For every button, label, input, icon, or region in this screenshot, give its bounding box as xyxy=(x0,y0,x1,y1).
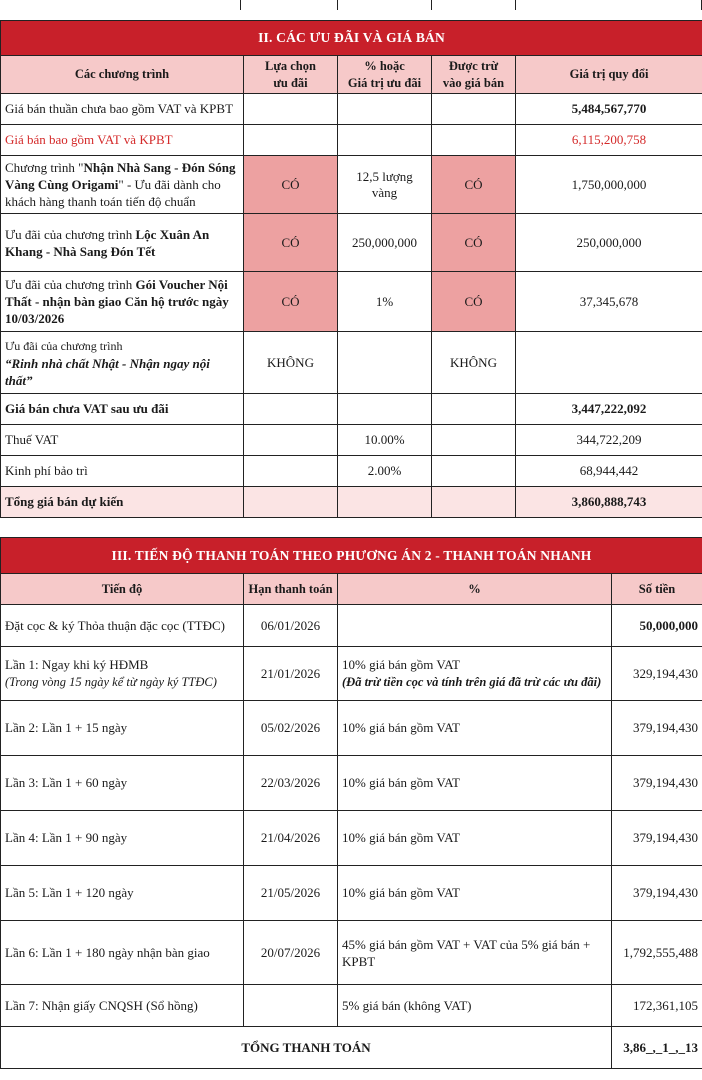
net-price-value: 5,484,567,770 xyxy=(516,94,702,125)
table-row xyxy=(1,701,702,756)
header-deadline: Hạn thanh toán xyxy=(244,574,338,605)
gross-price-value: 6,115,200,758 xyxy=(516,125,702,156)
stage-cell: Lần 3: Lần 1 + 60 ngày xyxy=(1,756,244,811)
origami-percent: 12,5 lượng vàng xyxy=(338,156,432,214)
percent-cell xyxy=(338,605,612,647)
voucher-deduct: CÓ xyxy=(432,272,516,332)
row-origami xyxy=(1,156,702,214)
amount-cell: 172,361,105 xyxy=(612,985,702,1027)
percent-cell: 10% giá bán gồm VAT xyxy=(338,811,612,866)
locxuan-percent: 250,000,000 xyxy=(338,214,432,272)
row-rinhnha xyxy=(1,332,702,394)
rinhnha-choice: KHÔNG xyxy=(244,332,338,394)
origami-choice: CÓ xyxy=(244,156,338,214)
total-payment-value: 3,86_,_1_,_13 xyxy=(612,1027,702,1069)
deadline-cell: 05/02/2026 xyxy=(244,701,338,756)
locxuan-value: 250,000,000 xyxy=(516,214,702,272)
vat-label: Thuế VAT xyxy=(1,425,244,456)
maintenance-value: 68,944,442 xyxy=(516,456,702,487)
row-total-price xyxy=(1,487,702,518)
amount-cell: 1,792,555,488 xyxy=(612,921,702,985)
deadline-cell: 21/04/2026 xyxy=(244,811,338,866)
stage-cell: Lần 1: Ngay khi ký HĐMB (Trong vòng 15 ngày kể từ ngày ký TTĐC) xyxy=(1,647,244,701)
header-value: Giá trị quy đổi xyxy=(516,56,702,94)
amount-cell: 379,194,430 xyxy=(612,701,702,756)
section2-header-row xyxy=(1,56,702,94)
table-row xyxy=(1,985,702,1027)
row-maintenance xyxy=(1,456,702,487)
stage-cell: Lần 4: Lần 1 + 90 ngày xyxy=(1,811,244,866)
deadline-cell: 21/01/2026 xyxy=(244,647,338,701)
origami-value: 1,750,000,000 xyxy=(516,156,702,214)
vat-value: 344,722,209 xyxy=(516,425,702,456)
section2-title: II. CÁC ƯU ĐÃI VÀ GIÁ BÁN xyxy=(1,21,702,56)
total-price-value: 3,860,888,743 xyxy=(516,487,702,518)
deadline-cell: 20/07/2026 xyxy=(244,921,338,985)
stage-cell: Lần 2: Lần 1 + 15 ngày xyxy=(1,701,244,756)
amount-cell: 50,000,000 xyxy=(612,605,702,647)
percent-cell: 5% giá bán (không VAT) xyxy=(338,985,612,1027)
total-price-label: Tổng giá bán dự kiến xyxy=(1,487,244,518)
deadline-cell: 22/03/2026 xyxy=(244,756,338,811)
header-stage: Tiến độ xyxy=(1,574,244,605)
maintenance-percent: 2.00% xyxy=(338,456,432,487)
voucher-choice: CÓ xyxy=(244,272,338,332)
top-cutoff-strip xyxy=(0,0,702,10)
stage-cell: Lần 5: Lần 1 + 120 ngày xyxy=(1,866,244,921)
locxuan-label: Ưu đãi của chương trình Lộc Xuân An Khang - Nhà Sang Đón Tết xyxy=(1,214,244,272)
rinhnha-deduct: KHÔNG xyxy=(432,332,516,394)
stage-cell: Đặt cọc & ký Thỏa thuận đặc cọc (TTĐC) xyxy=(1,605,244,647)
header-choice: Lựa chọn ưu đãi xyxy=(244,56,338,94)
rinhnha-label: Ưu đãi của chương trình “Rinh nhà chất Nhật - Nhận ngay nội thất” xyxy=(1,332,244,394)
row-vat xyxy=(1,425,702,456)
payment-schedule-table xyxy=(0,537,702,1069)
after-discount-label: Giá bán chưa VAT sau ưu đãi xyxy=(1,394,244,425)
table-row xyxy=(1,866,702,921)
deadline-cell: 21/05/2026 xyxy=(244,866,338,921)
row-locxuan xyxy=(1,214,702,272)
amount-cell: 379,194,430 xyxy=(612,756,702,811)
percent-cell: 45% giá bán gồm VAT + VAT của 5% giá bán + KPBT xyxy=(338,921,612,985)
amount-cell: 329,194,430 xyxy=(612,647,702,701)
voucher-label: Ưu đãi của chương trình Gói Voucher Nội Thất - nhận bàn giao Căn hộ trước ngày 10/03/2026 xyxy=(1,272,244,332)
after-discount-value: 3,447,222,092 xyxy=(516,394,702,425)
origami-label: Chương trình "Nhận Nhà Sang - Đón Sóng Vàng Cùng Origami" - Ưu đãi dành cho khách hàng thanh toán tiến độ chuẩn xyxy=(1,156,244,214)
section3-header-row xyxy=(1,574,702,605)
deadline-cell: 06/01/2026 xyxy=(244,605,338,647)
row-voucher xyxy=(1,272,702,332)
percent-cell: 10% giá bán gồm VAT (Đã trừ tiền cọc và tính trên giá đã trừ các ưu đãi) xyxy=(338,647,612,701)
offers-price-table xyxy=(0,20,702,518)
locxuan-deduct: CÓ xyxy=(432,214,516,272)
percent-cell: 10% giá bán gồm VAT xyxy=(338,866,612,921)
header-percent: % hoặc Giá trị ưu đãi xyxy=(338,56,432,94)
table-row xyxy=(1,756,702,811)
row-net-price xyxy=(1,94,702,125)
header-deduct: Được trừ vào giá bán xyxy=(432,56,516,94)
locxuan-choice: CÓ xyxy=(244,214,338,272)
row-total-payment xyxy=(1,1027,702,1069)
total-payment-label: TỔNG THANH TOÁN xyxy=(1,1027,612,1069)
section3-title: III. TIẾN ĐỘ THANH TOÁN THEO PHƯƠNG ÁN 2 - THANH TOÁN NHANH xyxy=(1,538,702,574)
percent-cell: 10% giá bán gồm VAT xyxy=(338,756,612,811)
maintenance-label: Kinh phí bảo trì xyxy=(1,456,244,487)
percent-cell: 10% giá bán gồm VAT xyxy=(338,701,612,756)
deadline-cell xyxy=(244,985,338,1027)
voucher-percent: 1% xyxy=(338,272,432,332)
header-program: Các chương trình xyxy=(1,56,244,94)
gross-price-label: Giá bán bao gồm VAT và KPBT xyxy=(1,125,244,156)
header-percent3: % xyxy=(338,574,612,605)
amount-cell: 379,194,430 xyxy=(612,866,702,921)
amount-cell: 379,194,430 xyxy=(612,811,702,866)
net-price-label: Giá bán thuần chưa bao gồm VAT và KPBT xyxy=(1,94,244,125)
row-gross-price xyxy=(1,125,702,156)
stage-cell: Lần 6: Lần 1 + 180 ngày nhận bàn giao xyxy=(1,921,244,985)
table-row xyxy=(1,647,702,701)
voucher-value: 37,345,678 xyxy=(516,272,702,332)
row-after-discount xyxy=(1,394,702,425)
stage-cell: Lần 7: Nhận giấy CNQSH (Sổ hồng) xyxy=(1,985,244,1027)
header-amount: Số tiền xyxy=(612,574,702,605)
table-row xyxy=(1,811,702,866)
vat-percent: 10.00% xyxy=(338,425,432,456)
table-row xyxy=(1,605,702,647)
table-row xyxy=(1,921,702,985)
origami-deduct: CÓ xyxy=(432,156,516,214)
